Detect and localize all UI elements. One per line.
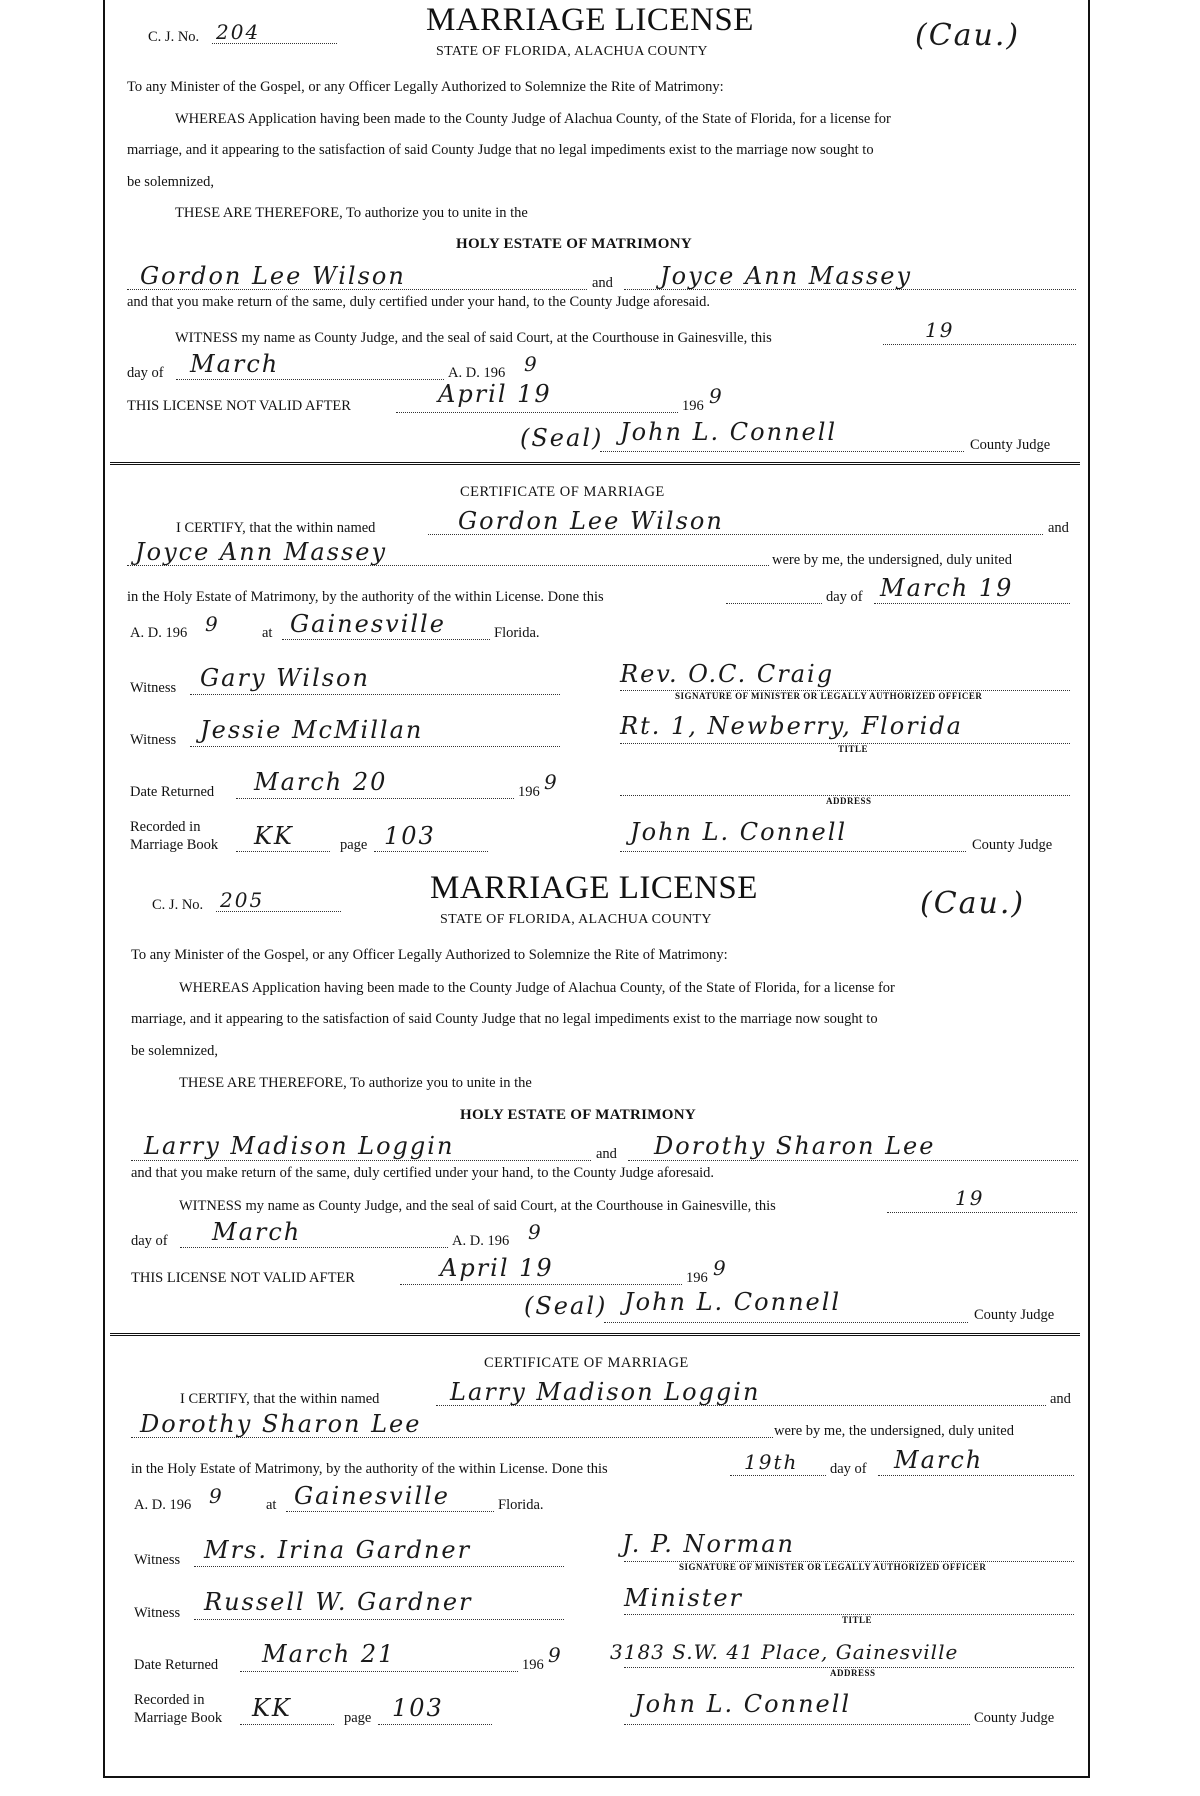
witness-line: WITNESS my name as County Judge, and the seal of said Court, at the Courthouse in Gainesville, this [179, 1198, 776, 1214]
and-label: and [592, 275, 613, 291]
and-label: and [596, 1146, 617, 1162]
page-label: page [344, 1710, 372, 1726]
officer-signature: J. P. Norman [622, 1530, 796, 1558]
certificate-name-1: Larry Madison Loggin [450, 1378, 761, 1406]
united-label: were by me, the undersigned, duly united [774, 1423, 1014, 1439]
recorded-in-label: Recorded in [134, 1692, 205, 1708]
witness-label-2: Witness [134, 1605, 181, 1621]
date-returned: March 20 [254, 768, 388, 796]
bride-name: Joyce Ann Massey [660, 262, 913, 290]
judge-signature: John L. Connell [624, 1288, 842, 1316]
whereas-line-1: WHEREAS Application having been made to the County Judge of Alachua County, of the State of Florida, for a license for [175, 111, 891, 127]
ad-label: A. D. 196 [134, 1497, 192, 1513]
at-label: at [262, 625, 273, 641]
not-valid-date: April 19 [440, 1254, 554, 1282]
officer-title-value: Minister [624, 1584, 744, 1612]
whereas-line-1: WHEREAS Application having been made to the County Judge of Alachua County, of the State of Florida, for a license for [179, 980, 895, 996]
license-subtitle: STATE OF FLORIDA, ALACHUA COUNTY [436, 44, 708, 59]
cj-number: 204 [216, 20, 261, 44]
license-title: MARRIAGE LICENSE [430, 870, 758, 906]
united-label: were by me, the undersigned, duly united [772, 552, 1012, 568]
cj-number-label: C. J. No. [148, 29, 200, 45]
seal: (Seal) [524, 1292, 608, 1320]
witness-day: 19 [955, 1186, 985, 1210]
certificate-name-1: Gordon Lee Wilson [458, 507, 724, 535]
corner-note: (Cau.) [920, 886, 1026, 921]
florida-label: Florida. [498, 1497, 544, 1513]
marriage-place: Gainesville [294, 1482, 450, 1510]
witness-day: 19 [925, 318, 955, 342]
ad-label: A. D. 196 [452, 1233, 510, 1249]
marriage-place: Gainesville [290, 610, 446, 638]
ad-label: A. D. 196 [130, 625, 188, 641]
certificate-year-digit: 9 [209, 1484, 224, 1508]
section-separator [110, 462, 1080, 465]
returned-year-prefix: 196 [518, 784, 540, 800]
judge-signature: John L. Connell [620, 418, 838, 446]
whereas-line-3: be solemnized, [127, 174, 214, 190]
county-judge-label: County Judge [970, 437, 1051, 453]
record-page: 103 [392, 1694, 444, 1722]
not-valid-label: THIS LICENSE NOT VALID AFTER [127, 398, 351, 414]
license-subtitle: STATE OF FLORIDA, ALACHUA COUNTY [440, 912, 712, 927]
officer-signature-label: SIGNATURE OF MINISTER OR LEGALLY AUTHORIZED OFFICER [679, 1562, 987, 1572]
certify-label: I CERTIFY, that the within named [180, 1391, 380, 1407]
date-returned-label: Date Returned [130, 784, 215, 800]
certificate-judge-signature: John L. Connell [630, 818, 848, 846]
witness-2-signature: Russell W. Gardner [204, 1588, 473, 1616]
title-label: TITLE [842, 1615, 873, 1625]
certificate-judge-signature: John L. Connell [634, 1690, 852, 1718]
license-month: March [190, 350, 280, 378]
whereas-line-2: marriage, and it appearing to the satisfaction of said County Judge that no legal impediments exist to the marriage now sought to [127, 142, 874, 158]
certificate-and-label: and [1048, 520, 1069, 536]
recorded-in-label: Recorded in [130, 819, 201, 835]
certificate-and-label: and [1050, 1391, 1071, 1407]
certificate-year-digit: 9 [205, 612, 220, 636]
not-valid-year-digit: 9 [713, 1256, 728, 1280]
not-valid-date: April 19 [438, 380, 552, 408]
bride-name: Dorothy Sharon Lee [654, 1132, 936, 1160]
groom-name: Gordon Lee Wilson [140, 262, 406, 290]
not-valid-label: THIS LICENSE NOT VALID AFTER [131, 1270, 355, 1286]
marriage-book-label: Marriage Book [134, 1710, 223, 1726]
therefore-line: THESE ARE THEREFORE, To authorize you to unite in the [175, 205, 528, 221]
date-returned: March 21 [262, 1640, 396, 1668]
returned-year-digit: 9 [548, 1643, 563, 1667]
license-month: March [212, 1218, 302, 1246]
license-year-digit: 9 [528, 1220, 543, 1244]
officer-title-value: Rt. 1, Newberry, Florida [620, 712, 963, 740]
holy-label: in the Holy Estate of Matrimony, by the authority of the within License. Done this [127, 589, 604, 605]
day-of-label: day of [131, 1233, 168, 1249]
not-valid-year-prefix: 196 [682, 398, 704, 414]
title-label: TITLE [838, 744, 869, 754]
witness-line: WITNESS my name as County Judge, and the seal of said Court, at the Courthouse in Gainesville, this [175, 330, 772, 346]
whereas-line-3: be solemnized, [131, 1043, 218, 1059]
cj-number-label: C. J. No. [152, 897, 204, 913]
witness-2-signature: Jessie McMillan [200, 716, 424, 744]
officer-address-value: 3183 S.W. 41 Place, Gainesville [610, 1640, 959, 1664]
therefore-line: THESE ARE THEREFORE, To authorize you to unite in the [179, 1075, 532, 1091]
florida-label: Florida. [494, 625, 540, 641]
section-separator [110, 1333, 1080, 1336]
done-month-day: March 19 [880, 574, 1014, 602]
day-of-label: day of [127, 365, 164, 381]
address-line: To any Minister of the Gospel, or any Officer Legally Authorized to Solemnize the Rite of Matrimony: [131, 947, 728, 963]
certificate-name-2: Dorothy Sharon Lee [140, 1410, 422, 1438]
returned-year-prefix: 196 [522, 1657, 544, 1673]
witness-label-1: Witness [130, 680, 177, 696]
holy-estate-heading: HOLY ESTATE OF MATRIMONY [460, 1107, 696, 1123]
officer-signature: Rev. O.C. Craig [620, 660, 835, 688]
license-year-digit: 9 [524, 352, 539, 376]
return-line: and that you make return of the same, duly certified under your hand, to the County Judge aforesaid. [131, 1165, 715, 1181]
witness-label-2: Witness [130, 732, 177, 748]
done-month-day: March [894, 1446, 984, 1474]
certify-label: I CERTIFY, that the within named [176, 520, 376, 536]
license-title: MARRIAGE LICENSE [426, 2, 754, 38]
not-valid-year-digit: 9 [709, 384, 724, 408]
witness-label-1: Witness [134, 1552, 181, 1568]
marriage-book-label: Marriage Book [130, 837, 219, 853]
marriage-book: KK [254, 822, 294, 850]
certificate-county-judge-label: County Judge [974, 1710, 1055, 1726]
day-of-label: day of [830, 1461, 867, 1477]
groom-name: Larry Madison Loggin [144, 1132, 455, 1160]
address-label: ADDRESS [826, 796, 872, 806]
record-page: 103 [384, 822, 436, 850]
not-valid-year-prefix: 196 [686, 1270, 708, 1286]
day-of-label: day of [826, 589, 863, 605]
ad-label: A. D. 196 [448, 365, 506, 381]
witness-1-signature: Mrs. Irina Gardner [204, 1536, 472, 1564]
corner-note: (Cau.) [915, 18, 1021, 53]
certificate-name-2: Joyce Ann Massey [135, 538, 388, 566]
officer-signature-label: SIGNATURE OF MINISTER OR LEGALLY AUTHORIZED OFFICER [675, 691, 983, 701]
return-line: and that you make return of the same, duly certified under your hand, to the County Judge aforesaid. [127, 294, 711, 310]
certificate-county-judge-label: County Judge [972, 837, 1053, 853]
date-returned-label: Date Returned [134, 1657, 219, 1673]
county-judge-label: County Judge [974, 1307, 1055, 1323]
address-label: ADDRESS [830, 1668, 876, 1678]
done-day: 19th [744, 1450, 799, 1474]
holy-estate-heading: HOLY ESTATE OF MATRIMONY [456, 236, 692, 252]
address-line: To any Minister of the Gospel, or any Officer Legally Authorized to Solemnize the Rite of Matrimony: [127, 79, 724, 95]
whereas-line-2: marriage, and it appearing to the satisfaction of said County Judge that no legal impediments exist to the marriage now sought to [131, 1011, 878, 1027]
seal: (Seal) [520, 424, 604, 452]
certificate-heading: CERTIFICATE OF MARRIAGE [484, 1355, 689, 1371]
returned-year-digit: 9 [544, 770, 559, 794]
certificate-heading: CERTIFICATE OF MARRIAGE [460, 484, 665, 500]
page-label: page [340, 837, 368, 853]
witness-1-signature: Gary Wilson [200, 664, 370, 692]
marriage-book: KK [252, 1694, 292, 1722]
holy-label: in the Holy Estate of Matrimony, by the authority of the within License. Done this [131, 1461, 608, 1477]
at-label: at [266, 1497, 277, 1513]
cj-number: 205 [220, 888, 265, 912]
